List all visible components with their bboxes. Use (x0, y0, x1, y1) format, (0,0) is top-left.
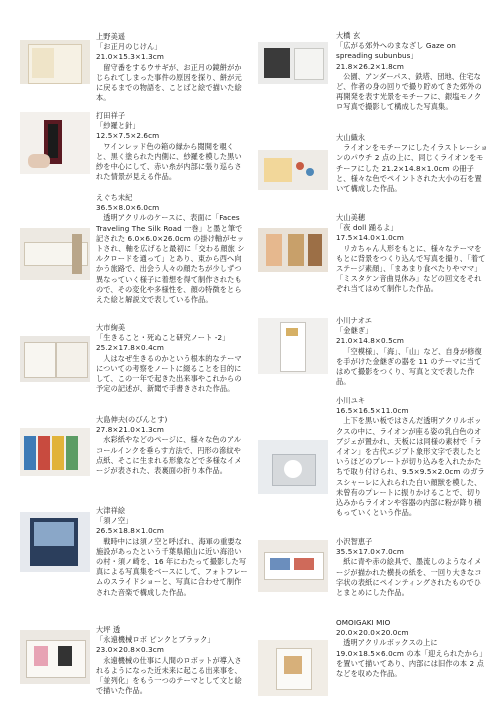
artwork-title: 「広がる郊外へのまなざし Gaze on spreading subunbus」 (336, 41, 456, 61)
artwork-title: 「夜 doll 踊るよ」 (336, 223, 398, 233)
artwork-title: 「紗羅と針」 (96, 121, 140, 131)
artwork-size: 20.0×20.0×20.0cm (336, 628, 409, 638)
artwork-photo (20, 228, 90, 280)
artwork-photo (258, 440, 328, 494)
artwork-photo (20, 630, 90, 684)
artwork-description: 水彩紙やなどのページに、様々な色のアルコールインクを垂らす方法で、円形の滲紋や点紙、そこに生まれる形象などで多様なイメージが表された、表裏面の折り本作品。 (96, 435, 242, 476)
artwork-photo (258, 42, 328, 84)
artwork-size: 21.0×15.3×1.3cm (96, 52, 164, 62)
artwork-title: 「生きること・死ぬこと研究ノート -2」 (96, 333, 230, 343)
artist-name: 大市絢美 (96, 323, 126, 332)
artist-name: 小川ナオエ (336, 316, 373, 325)
artwork-photo (20, 512, 90, 572)
artwork-size: 25.2×17.8×0.4cm (96, 343, 164, 353)
artwork-description: 人はなぜ生きるのかという根本的なテーマについての考察をノートに綴ることを目的にして、この一年で起きた出来事やこれからの予定の記述が、新聞で手書きされた作品。 (96, 353, 242, 394)
artist-name: 大津祥絵 (96, 506, 126, 515)
artwork-description: ワインレッド色の箱の縁から閲開を覗くと、黒く塗られた内側に、紗羅を模した黒い紗を中心にして、赤い糸が内部に張り巡らされた情景が見える作品。 (96, 141, 242, 182)
artist-name: 大橋 玄 (336, 31, 361, 40)
artwork-description: 透明アクリルのケースに、表面に「Faces Traveling The Silk Road 一巻」と墨と筆で記された 6.0×6.0×26.0cm の掛け軸がセットされ、軸を広げると最初に「交わる顔旅 シルクロードを通って」とあり、東から西へ向かう旅路で、出会う人々の顔たちが少しずつ異なっていく様子に着想を得て制作されたもので、その変化や多様性を、顔の特徴をとらえた絵と解説文で表している作品。 (96, 213, 245, 305)
artwork-photo (20, 40, 90, 84)
artwork-description: 「空模様」、「海」、「山」など、自身が修復を手がけた金継ぎの器を 11 のテーマに当てはめて撮影をつくり、写真と文で表した作品。 (336, 346, 482, 387)
artist-name: 大山美穂 (336, 213, 366, 222)
artwork-photo (258, 540, 328, 592)
artwork-title: 「お正月のじけん」 (96, 42, 162, 52)
artist-name: 大山織永 (336, 133, 366, 142)
artwork-size: 27.8×21.0×1.3cm (96, 425, 164, 435)
artwork-description: 永遠機械の仕事に人間のロボットが導入されるようになった近未来に起こる出来事を、「並列化」をもう一つのテーマとして文と絵で描いた作品。 (96, 655, 242, 696)
artwork-title: 「金継ぎ」 (336, 326, 373, 336)
artwork-photo (258, 228, 328, 272)
artwork-size: 16.5×16.5×11.0cm (336, 406, 409, 416)
artwork-size: 35.5×17.0×7.0cm (336, 547, 404, 557)
artwork-description: 上下を黒い板ではさんだ透明アクリルボックスの中に、ライオンが座る姿の乳白色のオブジェが置かれ、天板には同様の素材で「ライオン」を古代エジプト象形文字で表したというほどのプレートが切り込みを入れたかたちで取り付けられ、9.5×9.5×2.0cm のガラスシャーレに入れられた白い顔獣を模した、未曾有のプレートに振りかけることで、切り込みからライオンや容器の内部に粉が降り積もっていくという作品。 (336, 416, 485, 518)
artwork-photo (258, 640, 328, 696)
artwork-description: リカちゃん人形をもとに、様々なテーマをもとに背景をつくり込んで写真を撮り、「着てステージ素顔」、「まあまり食べたりやママ」「ミスタケン音曲見休み」などの回文をそれぞれ当てはめて制作した作品。 (336, 243, 486, 294)
artwork-size: 12.5×7.5×2.6cm (96, 131, 160, 141)
artist-name: 大島伸夫(のびんとす) (96, 415, 168, 424)
artwork-photo (20, 428, 90, 476)
artist-name: 大坪 透 (96, 625, 121, 634)
artwork-title: 「須ノ空」 (96, 516, 133, 526)
artwork-description: 留守番をするウサギが、お正月の鏡餅がかじられてしまった事件の原因を探り、餅が元に戻るまでの物語を、ことばと絵で描いた絵本。 (96, 62, 242, 103)
artwork-photo (258, 318, 328, 374)
artist-name: えぐち未紀 (96, 193, 133, 202)
artist-name: OMOIGAKI MIO (336, 618, 391, 627)
artwork-title: 「永遠機械ロボ ピンクとブラック」 (96, 635, 215, 645)
artwork-photo (258, 150, 328, 190)
artist-name: 小川ユキ (336, 396, 366, 405)
artwork-size: 21.0×14.8×0.5cm (336, 336, 404, 346)
artwork-size: 21.8×26.2×1.8cm (336, 61, 404, 71)
artwork-description: 紙に青や赤の絵具で、墨流しのようなイメージが描かれた横長の紙を、一回り大きなコ字状の表紙にペインティングされたものでひとまとめにした作品。 (336, 557, 482, 598)
artist-name: 上野美遥 (96, 32, 126, 41)
artwork-description: 透明アクリルボックスの上に 19.0×18.5×6.0cm の本「迎えられたから」を置いて描いてあり、内部には旧作の本 2 点などを収めた作品。 (336, 638, 487, 679)
artwork-photo (20, 112, 90, 174)
artwork-description: 戦時中には須ノ空と呼ばれ、海軍の重要な施設があったという千葉県館山に近い海沿いの村・須ノ崎を、16 年にわたって撮影した写真による写真集をベースにして、フォトフレームのスライドショーと、写真に合わせて制作された音楽で構成した作品。 (96, 536, 248, 597)
artwork-description: ライオンをモチーフにしたイラストレーションのパウチ 2 点の上に、同じくライオンをモチーフにした 21.2×14.8×1.0cm の冊子と、様々な色でペイントされた大小の石を置いて構成した作品。 (336, 143, 488, 194)
artwork-description: 公園、アンダーパス、鉄塔、団地、住宅など、作者の身の回りで撮り貯めてきた郊外の再開発を表す光景をモチーフに、銀塩モノクロ写真で撮影して構成した写真集。 (336, 71, 482, 112)
artist-name: 小沢智恵子 (336, 537, 373, 546)
artwork-size: 26.5×18.8×1.0cm (96, 526, 164, 536)
artwork-photo (20, 336, 90, 382)
artwork-size: 17.5×14.0×1.0cm (336, 233, 404, 243)
artwork-size: 23.0×20.8×0.3cm (96, 645, 164, 655)
artist-name: 打田祥子 (96, 111, 126, 120)
artwork-size: 36.5×8.0×6.0cm (96, 203, 160, 213)
